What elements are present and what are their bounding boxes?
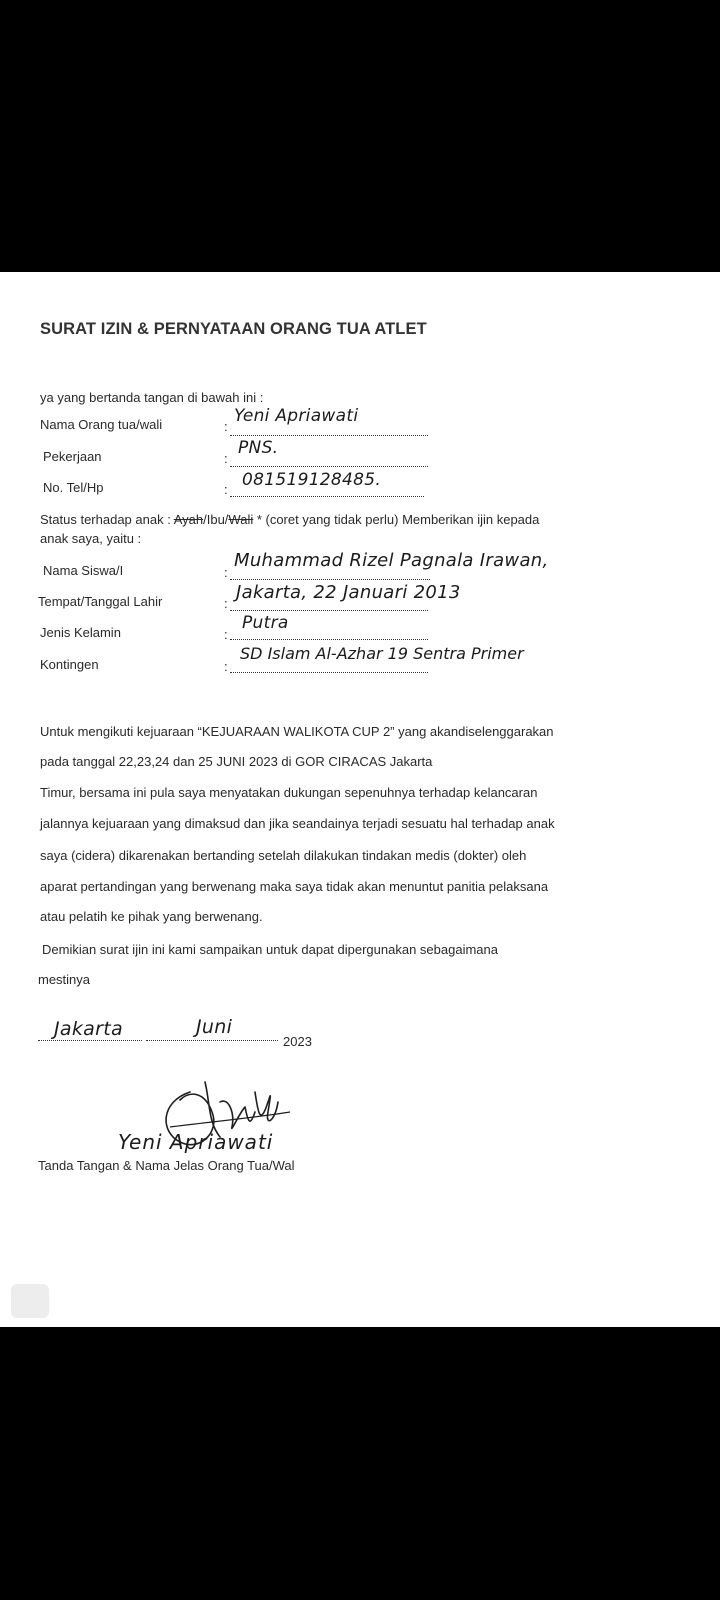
signature-caption: Tanda Tangan & Nama Jelas Orang Tua/Wal xyxy=(38,1158,295,1173)
body-line: aparat pertandingan yang berwenang maka saya tidak akan menuntut panitia pelaksana xyxy=(40,879,549,894)
child-birth-colon: : xyxy=(224,596,228,611)
status-ibu: /Ibu/ xyxy=(203,512,229,527)
document-page xyxy=(0,272,720,1327)
child-team-value: SD Islam Al-Azhar 19 Sentra Primer xyxy=(240,644,524,663)
signature-name: Yeni Apriawati xyxy=(118,1130,274,1154)
parent-name-colon: : xyxy=(224,419,228,434)
child-name-line xyxy=(230,579,430,580)
body-line: Timur, bersama ini pula saya menyatakan dukungan sepenuhnya terhadap kelancaran xyxy=(40,785,538,800)
child-team-label: Kontingen xyxy=(40,657,99,672)
status-line-2: anak saya, yaitu : xyxy=(40,531,142,546)
parent-job-value: PNS. xyxy=(238,438,279,458)
parent-name-value: Yeni Apriawati xyxy=(234,406,359,426)
status-line xyxy=(40,512,539,527)
status-prefix: Status terhadap anak : xyxy=(40,512,171,527)
date-month-line xyxy=(146,1040,278,1041)
child-name-label: Nama Siswa/I xyxy=(43,563,124,578)
parent-phone-line xyxy=(230,496,424,497)
child-name-colon: : xyxy=(224,565,228,580)
overlay-button[interactable] xyxy=(11,1284,49,1318)
child-gender-value: Putra xyxy=(242,613,289,633)
parent-phone-colon: : xyxy=(224,482,228,497)
date-city: Jakarta xyxy=(54,1018,123,1040)
body-line: jalannya kejuaraan yang dimaksud dan jika seandainya terjadi sesuatu hal terhadap anak xyxy=(40,816,555,831)
child-gender-label: Jenis Kelamin xyxy=(40,625,121,640)
child-birth-label: Tempat/Tanggal Lahir xyxy=(38,594,163,609)
closing-line: mestinya xyxy=(38,972,91,987)
parent-job-colon: : xyxy=(224,451,228,466)
date-year: 2023 xyxy=(283,1034,312,1049)
parent-job-line xyxy=(230,466,428,467)
date-city-line xyxy=(38,1040,142,1041)
parent-name-line xyxy=(230,435,428,436)
child-gender-colon: : xyxy=(224,627,228,642)
closing-line: Demikian surat ijin ini kami sampaikan untuk dapat dipergunakan sebagaimana xyxy=(42,942,498,957)
child-gender-line xyxy=(230,639,428,640)
status-ayah: Ayah xyxy=(173,512,204,527)
parent-name-label: Nama Orang tua/wali xyxy=(40,417,163,432)
body-line: Untuk mengikuti kejuaraan “KEJUARAAN WALIKOTA CUP 2” yang akandiselenggarakan xyxy=(40,724,554,739)
parent-phone-label: No. Tel/Hp xyxy=(43,480,104,495)
body-line: pada tanggal 22,23,24 dan 25 JUNI 2023 di GOR CIRACAS Jakarta xyxy=(40,754,433,769)
status-suffix: * (coret yang tidak perlu) Memberikan ijin kepada xyxy=(253,512,540,527)
body-line: atau pelatih ke pihak yang berwenang. xyxy=(40,909,263,924)
child-birth-line xyxy=(230,610,428,611)
intro-text: ya yang bertanda tangan di bawah ini : xyxy=(40,390,264,405)
child-birth-value: Jakarta, 22 Januari 2013 xyxy=(236,582,461,603)
document-title: SURAT IZIN & PERNYATAAN ORANG TUA ATLET xyxy=(40,320,427,338)
status-wali: Wali xyxy=(228,512,254,527)
child-team-colon: : xyxy=(224,659,228,674)
parent-phone-value: 081519128485. xyxy=(242,470,382,490)
parent-job-label: Pekerjaan xyxy=(43,449,102,464)
child-team-line xyxy=(230,672,428,673)
body-line: saya (cidera) dikarenakan bertanding setelah dilakukan tindakan medis (dokter) oleh xyxy=(40,848,527,863)
child-name-value: Muhammad Rizel Pagnala Irawan, xyxy=(234,550,549,571)
date-month: Juni xyxy=(196,1016,233,1038)
